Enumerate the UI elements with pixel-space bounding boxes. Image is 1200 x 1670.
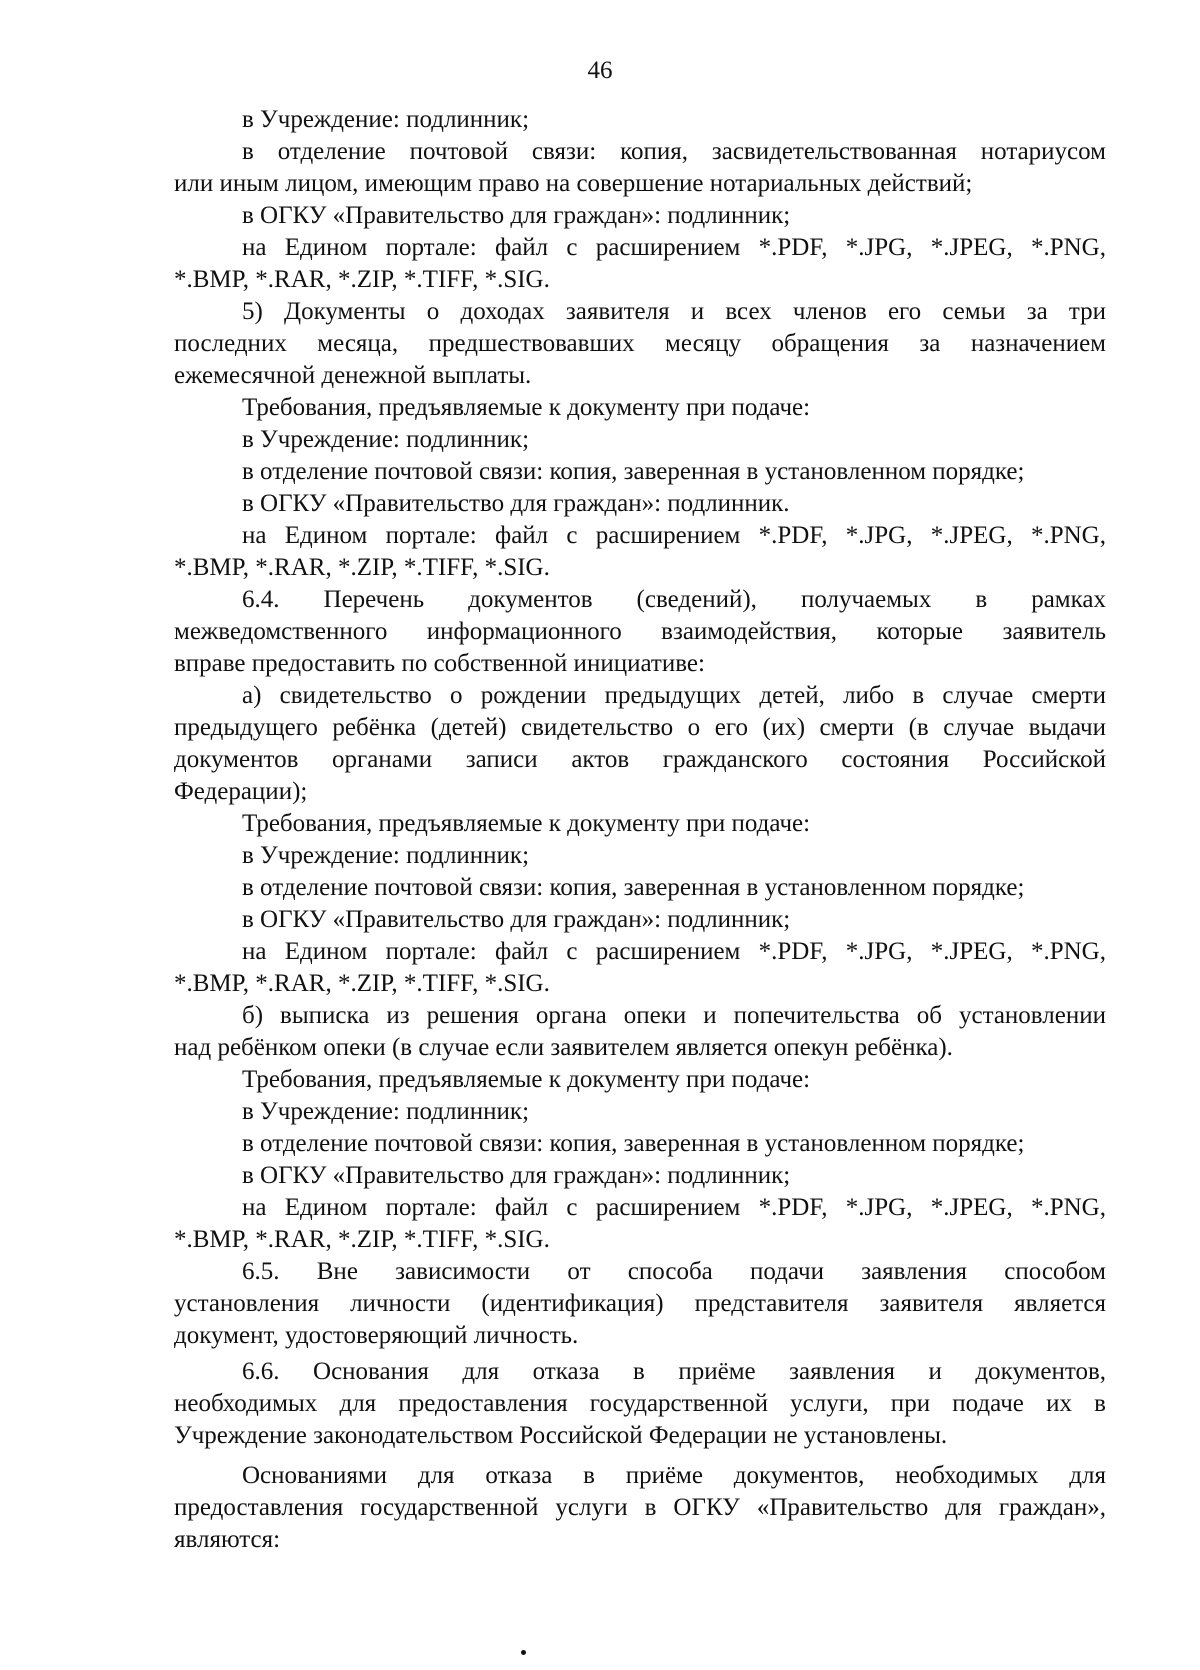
text-line: Требования, предъявляемые к документу при подаче: — [242, 394, 811, 421]
text-line: на Едином портале: файл с расширением *.PDF, *.JPG, *.JPEG, *.PNG, — [242, 522, 1106, 549]
text-line: Учреждение законодательством Российской Федерации не установлены. — [174, 1422, 948, 1449]
scan-speck — [521, 1650, 526, 1655]
text-line: 6.5. Вне зависимости от способа подачи заявления способом — [242, 1258, 1106, 1285]
body-text — [174, 104, 1106, 1556]
text-line: Основаниями для отказа в приёме документов, необходимых для — [242, 1462, 1106, 1489]
text-line: в ОГКУ «Правительство для граждан»: подлинник; — [242, 1162, 791, 1189]
text-line: последних месяца, предшествовавших месяцу обращения за назначением — [174, 330, 1106, 357]
text-line: *.BMP, *.RAR, *.ZIP, *.TIFF, *.SIG. — [174, 266, 550, 293]
text-line: являются: — [174, 1526, 281, 1553]
text-line: над ребёнком опеки (в случае если заявителем является опекун ребёнка). — [174, 1034, 953, 1061]
text-line: 6.4. Перечень документов (сведений), получаемых в рамках — [242, 586, 1106, 613]
text-line: вправе предоставить по собственной инициативе: — [174, 650, 705, 677]
text-line: *.BMP, *.RAR, *.ZIP, *.TIFF, *.SIG. — [174, 554, 550, 581]
text-line: в ОГКУ «Правительство для граждан»: подлинник. — [242, 490, 790, 517]
text-line: в Учреждение: подлинник; — [242, 106, 530, 133]
text-line: в ОГКУ «Правительство для граждан»: подлинник; — [242, 202, 791, 229]
text-line: *.BMP, *.RAR, *.ZIP, *.TIFF, *.SIG. — [174, 970, 550, 997]
text-line: на Едином портале: файл с расширением *.PDF, *.JPG, *.JPEG, *.PNG, — [242, 1194, 1106, 1221]
text-line: в Учреждение: подлинник; — [242, 1098, 530, 1125]
text-line: Требования, предъявляемые к документу при подаче: — [242, 1066, 811, 1093]
text-line: документов органами записи актов гражданского состояния Российской — [174, 746, 1106, 773]
text-line: в ОГКУ «Правительство для граждан»: подлинник; — [242, 906, 791, 933]
text-line: б) выписка из решения органа опеки и попечительства об установлении — [242, 1002, 1106, 1029]
text-line: необходимых для предоставления государственной услуги, при подаче их в — [174, 1390, 1106, 1417]
text-line: 5) Документы о доходах заявителя и всех членов его семьи за три — [242, 298, 1106, 325]
text-line: в Учреждение: подлинник; — [242, 426, 530, 453]
text-line: на Едином портале: файл с расширением *.PDF, *.JPG, *.JPEG, *.PNG, — [242, 234, 1106, 261]
text-line: ежемесячной денежной выплаты. — [174, 362, 532, 389]
text-line: в отделение почтовой связи: копия, заверенная в установленном порядке; — [242, 874, 1025, 901]
text-line: на Едином портале: файл с расширением *.PDF, *.JPG, *.JPEG, *.PNG, — [242, 938, 1106, 965]
text-line: Требования, предъявляемые к документу при подаче: — [242, 810, 811, 837]
text-line: установления личности (идентификация) представителя заявителя является — [174, 1290, 1106, 1317]
text-line: а) свидетельство о рождении предыдущих детей, либо в случае смерти — [242, 682, 1106, 709]
page-number: 46 — [587, 57, 613, 84]
text-line: предыдущего ребёнка (детей) свидетельство о его (их) смерти (в случае выдачи — [174, 714, 1106, 741]
text-line: предоставления государственной услуги в ОГКУ «Правительство для граждан», — [174, 1494, 1106, 1521]
text-line: межведомственного информационного взаимодействия, которые заявитель — [174, 618, 1106, 645]
text-line: в Учреждение: подлинник; — [242, 842, 530, 869]
text-line: в отделение почтовой связи: копия, заверенная в установленном порядке; — [242, 458, 1025, 485]
text-line: или иным лицом, имеющим право на совершение нотариальных действий; — [174, 170, 973, 197]
text-line: документ, удостоверяющий личность. — [174, 1322, 579, 1349]
text-line: Федерации); — [174, 778, 308, 805]
text-line: *.BMP, *.RAR, *.ZIP, *.TIFF, *.SIG. — [174, 1226, 550, 1253]
text-line: в отделение почтовой связи: копия, засвидетельствованная нотариусом — [242, 138, 1106, 165]
text-line: 6.6. Основания для отказа в приёме заявления и документов, — [242, 1358, 1106, 1385]
text-line: в отделение почтовой связи: копия, заверенная в установленном порядке; — [242, 1130, 1025, 1157]
